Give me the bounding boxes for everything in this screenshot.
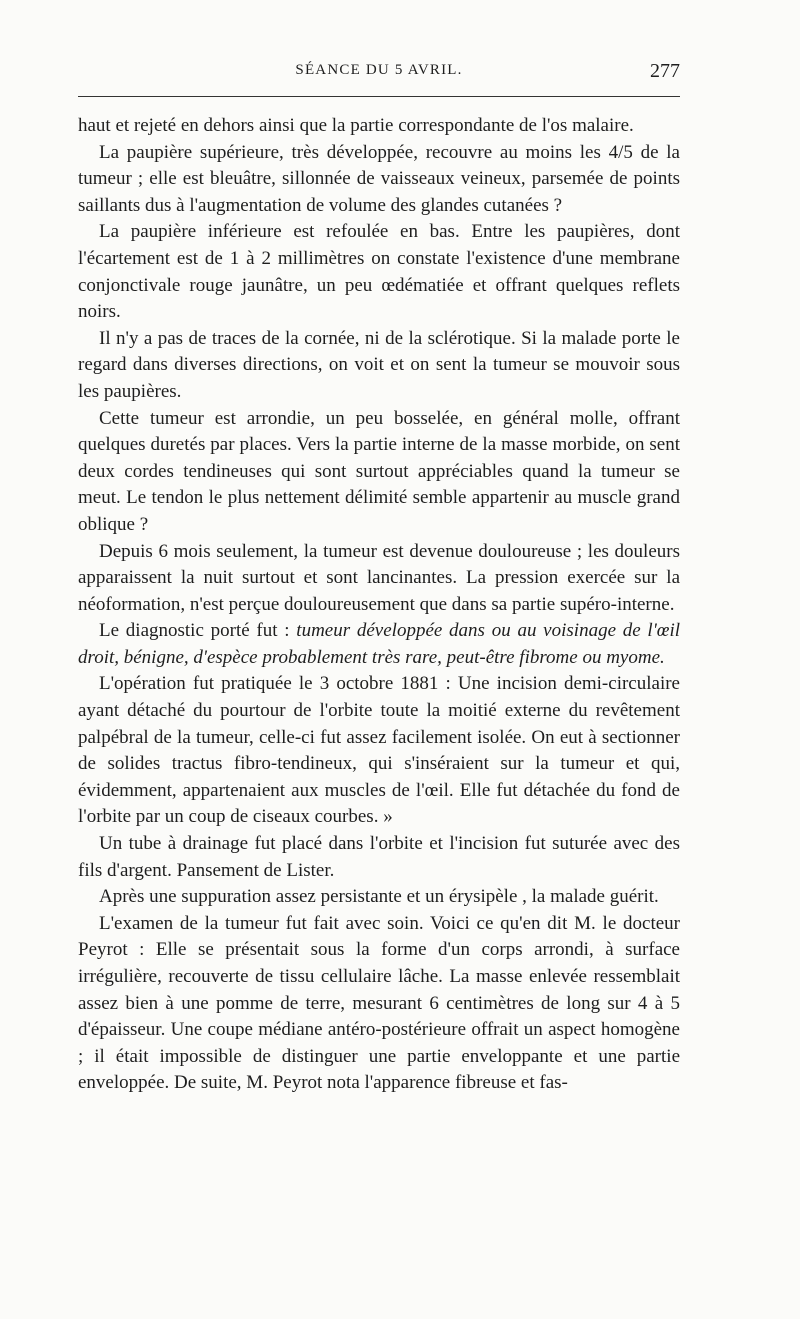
paragraph-4: Il n'y a pas de traces de la cornée, ni de la sclérotique. Si la malade porte le regard dans diverses directions, on voit et on sent la tumeur se mouvoir sous les paupières.: [78, 327, 680, 402]
page-header: [78, 62, 680, 90]
paragraph-5: Cette tumeur est arrondie, un peu bosselée, en général molle, offrant quelques duretés par places. Vers la partie interne de la masse morbide, on sent deux cordes tendineuses qui sont surtout appréciables quand la tumeur se meut. Le tendon le plus nettement délimité semble appartenir au muscle grand oblique ?: [78, 407, 680, 535]
paragraph-11: L'examen de la tumeur fut fait avec soin. Voici ce qu'en dit M. le docteur Peyrot : Elle se présentait sous la forme d'un corps arrondi, à surface irrégulière, recouverte de tissu cellulaire lâche. La masse enlevée ressemblait assez bien à une pomme de terre, mesurant 6 centimètres de long sur 4 à 5 d'épaisseur. Une coupe médiane antéro-postérieure offrait un aspect homogène ; il était impossible de distinguer une partie enveloppante et une partie enveloppée. De suite, M. Peyrot nota l'apparence fibreuse et fas-: [78, 912, 680, 1094]
page-number: 277: [650, 60, 680, 82]
running-title: SÉANCE DU 5 AVRIL.: [295, 62, 463, 78]
paragraph-8: L'opération fut pratiquée le 3 octobre 1881 : Une incision demi-circulaire ayant détaché du pourtour de l'orbite toute la moitié externe du revêtement palpébral de la tumeur, celle-ci fut assez facilement isolée. On eut à sectionner de solides tractus fibro-tendineux, qui s'inséraient sur la tumeur et qui, évidemment, appartenaient aux muscles de l'œil. Elle fut détachée du fond de l'orbite par un coup de ciseaux courbes. »: [78, 673, 680, 828]
paragraph-9: Un tube à drainage fut placé dans l'orbite et l'incision fut suturée avec des fils d'argent. Pansement de Lister.: [78, 833, 680, 881]
paragraph-10: Après une suppuration assez persistante et un érysipèle , la malade guérit.: [99, 886, 659, 908]
paragraph-3: La paupière inférieure est refoulée en bas. Entre les paupières, dont l'écartement est de 1 à 2 millimètres on constate l'existence d'une membrane conjonctivale rouge jaunâtre, un peu œdématiée et offrant quelques reflets noirs.: [78, 221, 680, 323]
paragraph-2: La paupière supérieure, très développée, recouvre au moins les 4/5 de la tumeur ; elle est bleuâtre, sillonnée de vaisseaux veineux, parsemée de points saillants dus à l'augmentation de volume des glandes cutanées ?: [78, 141, 680, 216]
paragraph-7: [78, 618, 680, 671]
header-rule: [78, 96, 680, 97]
body-text: [78, 113, 680, 1097]
paragraph-6: Depuis 6 mois seulement, la tumeur est devenue douloureuse ; les douleurs apparaissent la nuit surtout et sont lancinantes. La pression exercée sur la néoformation, n'est perçue douloureusement que dans sa partie supéro-interne.: [78, 540, 680, 615]
diagnosis-intro: Le diagnostic porté fut :: [99, 620, 297, 642]
paragraph-1: haut et rejeté en dehors ainsi que la partie correspondante de l'os malaire.: [78, 115, 634, 136]
diagnosis-italic: tumeur développée dans ou au voisinage de l'œil droit, bénigne, d'espèce probablement très rare, peut-être fibrome ou myome.: [78, 620, 680, 668]
